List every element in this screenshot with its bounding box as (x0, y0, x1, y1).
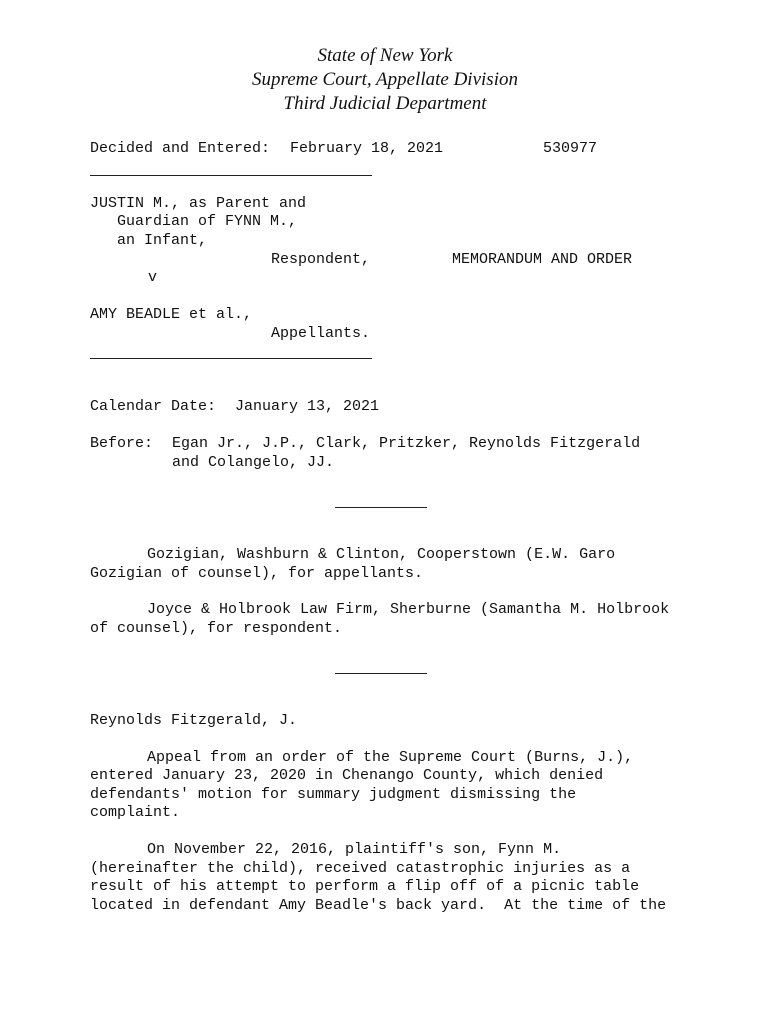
opinion-paragraph-1-line: Appeal from an order of the Supreme Court (Burns, J.), (147, 749, 634, 766)
court-state: State of New York (317, 45, 453, 66)
opinion-paragraph-1-line: complaint. (90, 804, 181, 821)
opinion-author: Reynolds Fitzgerald, J. (90, 712, 298, 729)
defendant-name: AMY BEADLE et al., (90, 306, 253, 323)
plaintiff-line-1: JUSTIN M., as Parent and (90, 195, 307, 212)
opinion-paragraph-2-line: On November 22, 2016, plaintiff's son, Fynn M. (147, 841, 562, 858)
opinion-paragraph-1-line: entered January 23, 2020 in Chenango County, which denied (90, 767, 604, 784)
section-divider-1 (335, 507, 427, 508)
panel-line-2: and Colangelo, JJ. (172, 454, 335, 471)
appellants-counsel-line-2: Gozigian of counsel), for appellants. (90, 565, 424, 582)
respondent-counsel-line-2: of counsel), for respondent. (90, 620, 343, 637)
versus: v (148, 269, 158, 286)
opinion-paragraph-2-line: result of his attempt to perform a flip off of a picnic table (90, 878, 640, 895)
panel-label: Before: (90, 435, 154, 452)
court-department: Third Judicial Department (283, 93, 487, 114)
section-divider-2 (335, 673, 427, 674)
respondent-counsel-line-1: Joyce & Holbrook Law Firm, Sherburne (Samantha M. Holbrook (147, 601, 670, 618)
docket-number: 530977 (543, 140, 598, 157)
panel-line-1: Egan Jr., J.P., Clark, Pritzker, Reynolds Fitzgerald (172, 435, 641, 452)
decided-label: Decided and Entered: (90, 140, 271, 157)
court-name: Supreme Court, Appellate Division (252, 69, 518, 90)
opinion-paragraph-1-line: defendants' motion for summary judgment dismissing the (90, 786, 577, 803)
document-type: MEMORANDUM AND ORDER (452, 251, 633, 268)
plaintiff-line-3: an Infant, (117, 232, 208, 249)
opinion-paragraph-2-line: located in defendant Amy Beadle's back yard. At the time of the (90, 897, 667, 914)
decided-date: February 18, 2021 (290, 140, 444, 157)
caption-bottom-rule (90, 358, 372, 359)
appellants-counsel-line-1: Gozigian, Washburn & Clinton, Cooperstown (E.W. Garo (147, 546, 616, 563)
defendant-role: Appellants. (271, 325, 371, 342)
calendar-label: Calendar Date: (90, 398, 217, 415)
plaintiff-line-2: Guardian of FYNN M., (117, 213, 298, 230)
caption-top-rule (90, 175, 372, 176)
calendar-date: January 13, 2021 (235, 398, 380, 415)
opinion-paragraph-2-line: (hereinafter the child), received catastrophic injuries as a (90, 860, 631, 877)
plaintiff-role: Respondent, (271, 251, 371, 268)
